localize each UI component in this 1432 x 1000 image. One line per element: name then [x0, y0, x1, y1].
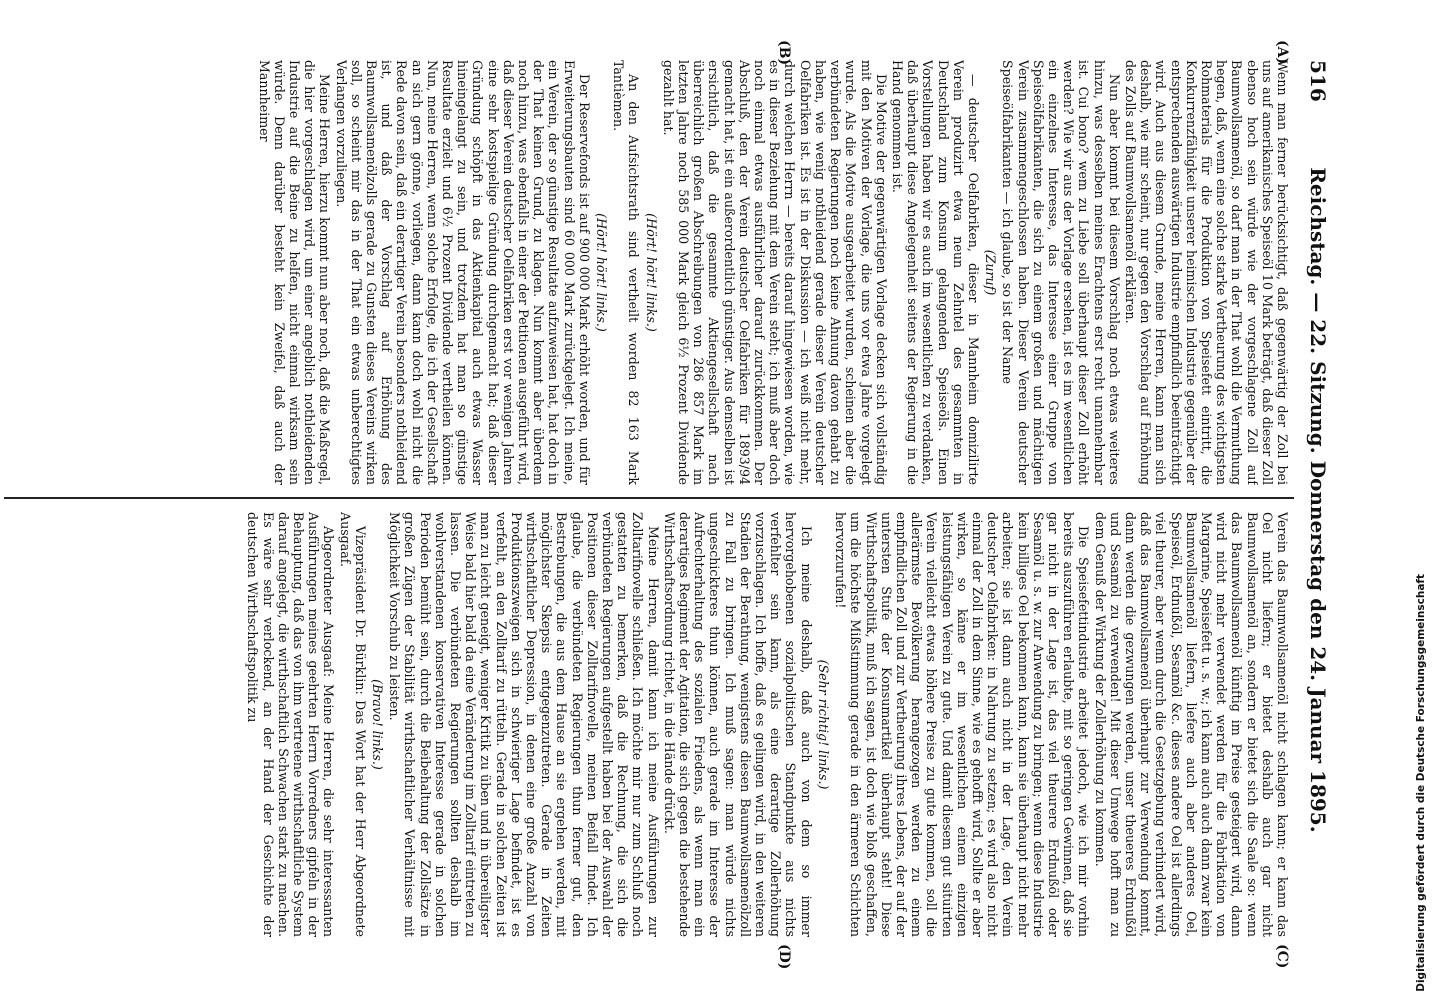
interjection: (Hört! hört! links.) [643, 213, 659, 332]
left-column [5, 60, 1290, 485]
speaker-paragraph: Vizepräsident Dr. Bürklin: Das Wort hat der Herr Abgeordnete Ausgaaf. [337, 512, 368, 937]
margin-marker-b: (B) [776, 40, 792, 66]
interjection: (Zuruf) [983, 249, 999, 296]
margin-marker-c: (C) [1274, 944, 1290, 969]
margin-marker-d: (D) [776, 944, 792, 970]
paragraph: Nun aber kommt bei diesem Vorschlag noch etwas weiteres hinzu, was desselben meines Erachtens erst recht unannehmbar ist. Cui bono? wem zu Liebe soll überhaupt dieser Zoll erhöht werden? Wie wir aus der Vorlage ersehen, ist es im wesentlichen ein einzelnes Interesse, das Interesse einer Gruppe von Speiseölfabrikanten, die sich zu einem großen und mächtigen Verein zusammengeschlossen haben. Dieser Verein deutscher Speiseölfabrikanten — ich glaube, so ist der Name [1000, 60, 1122, 485]
interjection: (Sehr richtig! links.) [815, 659, 831, 790]
column-divider [4, 497, 1294, 499]
credit-sidebar [1412, 0, 1432, 1000]
speaker-paragraph: Abgeordneter Ausgaaf: Meine Herren, die sehr interessanten Ausführungen meines geehrten Herrn Vorredners gipfeln in der Behauptung, daß das von ihm vertretene wirthschaftliche System darauf angelegt, die wirthschaftlich Schwachen stark zu machen. Es wäre sehr verlockend, an der Hand der Geschichte der deutschen Wirthschaftspolitik zu [245, 512, 337, 937]
paragraph: — deutscher Oelfabriken, dieser in Mannheim domizilirte Verein produzirt etwa neun Zehntel des gesammten in Deutschland zum Konsum gelangenden Speiseöls. Einen Vorstellungen haben wir es auch im wesentlichen zu verdanken, daß überhaupt diese Angelegenheit seitens der Regierung in die Hand genommen ist. [889, 60, 981, 485]
interjection: (Bravo! links.) [370, 679, 386, 770]
paragraph: Wenn man ferner berücksichtigt, daß gegenwärtig der Zoll bei uns auf amerikanisches Speiseöl 10 Mark beträgt, daß dieser Zoll ebenso hoch sein würde wie der vorgeschlagene Zoll auf Baumwollsamenöl, so darf man in der That wohl die Vermuthung hegen, daß, wenn eine solche starke Vertheurung des wichtigsten Rohmaterials für die Produktion von Speisefett eintritt, die Konkurrenzfähigkeit unserer heimischen Industrie gegenüber der entsprechenden auswärtigen Industrie empfindlich beeinträchtigt wird. Auch aus diesem Grunde, meine Herren, kann man sich deshalb, wie mir scheint, nur gegen den Vorschlag auf Erhöhung des Zolls auf Baumwollsamenöl erklären. [1122, 60, 1290, 485]
paragraph: Ich meine deshalb, daß auch von dem so immer hervorgehobenen sozialpolitischen Standpunkte aus nichts verfehlter sein kann, als eine derartige Zollerhöhung vorzuschlagen. Ich hoffe, daß es gelingen wird, in den weiteren Stadien der Berathung, wenigstens diesen Baumwollsamenölzoll zu Fall zu bringen. Ich muß sagen: man würde nichts ungeschickteres thun können, auch gerade im Interesse der Aufrechterhaltung des sozialen Friedens, als wenn man ein derartiges Regiment der Agitation, die sich gegen die bestehende Wirthschaftsordnung richtet, in die Hände drückt. [661, 512, 814, 937]
credit-text: Digitalisierung gefördert durch die Deutsche Forschungsgemeinschaft [1415, 574, 1427, 992]
page-title: Reichstag. — 22. Sitzung. Donnerstag den 24. Januar 1895. [1306, 167, 1330, 833]
paragraph: Die Motive der gegenwärtigen Vorlage decken sich vollständig mit den Motiven der Vorlage, die uns vor etwa Jahre vorgelegt wurde. Als die Motive ausgearbeitet wurden, scheinen aber die verbündeten Regierungen noch keine Ahnung davon gehabt zu haben, wie wenig nothleidend gerade dieser Verein deutscher Oelfabriken ist. Es ist in der Diskussion — ich weiß nicht mehr, durch welchen Herrn — bereits darauf hingewiesen worden, wie es in dieser Beziehung mit dem Verein steht; ich muß aber doch noch einmal etwas ausführlicher darauf zurückkommen. Der Abschluß, den der Verein deutscher Oelfabriken für 1893/94 gemacht hat, ist ein außerordentlich günstiger. Aus demselben ist ersichtlich, daß die gesammte Aktiengesellschaft nach überreichlich großen Abschreibungen von 286 857 Mark im letzten Jahre noch 585 000 Mark gleich 6½ Prozent Dividende gezahlt hat. [660, 60, 889, 485]
paragraph: Meine Herren, damit kann ich meine Ausführungen zur Zolltarifnovelle schließen. Ich möchte mir nur zum Schluß noch gestatten zu bemerken, daß die Rechnung, die sich die verbündeten Regierungen aufgestellt haben bei der Auswahl der Positionen dieser Zolltarifnovelle, meinen Beifall findet. Ich glaube, die verbündeten Regierungen thun ferner gut, den Bestrebungen, die aus dem Hause an sie ergehen werden, mit möglichster Skepsis entgegenzutreten. Gerade in Zeiten wirthschaftlicher Depression, in denen eine große Anzahl von Produktionszweigen sich in schwieriger Lage befindet, ist es verfehlt, an den Zolltarif zu rütteln. Gerade in solchen Zeiten ist man zu leicht geneigt, weniger Kritik zu üben und in übereiligster Weise bald hier bald da eine Veränderung im Zolltarif eintreten zu lassen. Die verbündeten Regierungen sollten deshalb im wohlverstandenen konservativen Interesse gerade in solchen Perioden bemüht sein, durch die Beibehaltung der Zollsätze in großen Zügen der Stabilität wirthschaftlicher Verhältnisse mit Möglichkeit Vorschub zu leisten. [387, 512, 661, 937]
paragraph: An den Aufsichtsrath sind vertheilt worden 82 163 Mark Tantièmen. [611, 60, 642, 485]
paragraph: Die Speisefettindustrie arbeitet jedoch, wie ich mir vorhin bereits auszuführen erlaubte, mit so geringen Gewinnen, daß sie gar nicht in der Lage ist, das viel theurere Erdnußöl oder Sesamöl u. s. w. zur Anwendung zu bringen; wenn diese Industrie kein billiges Oel bekommen kann, kann sie überhaupt nicht mehr arbeiten; sie ist dann auch nicht in der Lage, den Verein deutscher Oelfabriken: in Nahrung zu setzen; es wird also nicht einmal der Zoll in dem Sinne, wie es gehofft wird, Sollte er aber wirken, so käme er im wesentlichen einem einzigen leistungsfähigen Verein zu gute. Und damit diesem gut situirten Verein vielleicht etwas höhere Preise zu gute kommen, soll die allerärmste Bevölkerung herangezogen werden zu einem empfindlichen Zoll und zur Vertheurung ihres Lebens, der auf der untersten Stufe der Konsumartikel überhaupt steht! Diese Wirthschaftspolitik, muß ich sagen, ist doch wie bloß geschaffen, um die höchste Mißstimmung gerade in den ärmeren Schichten hervorzurufen! [833, 512, 1092, 937]
page-number: 516 [1306, 60, 1330, 102]
margin-marker-a: (A) [1274, 40, 1290, 65]
interjection: (Hört! hört! links.) [594, 213, 610, 332]
paragraph: Verein das Baumwollsamenöl nicht schlagen kann; er kann das Oel nicht liefern; er bietet deshalb auch gar nicht Baumwollsamenöl an, sondern er bietet sich die Saale so: wenn das Baumwollsamenöl künftig im Preise gesteigert wird, dann wird nicht mehr verwendet werden für die Fabrikation von Margarine, Speisefett u. s. w.; ich kann auch auch dann zwar kein Baumwollsamenöl liefern, liefere auch aber anderes Oel, Speiseöl, Erdnußöl, Sesamöl &c. dieses andere Oel ist allerdings viel theurer, aber wenn durch die Gesetzgebung verhindert wird, daß das Baumwollsamenöl überhaupt zur Verwendung kommt, dann werden die gezwungen werden, unser theueres Erdnußöl und Sesamöl zu verwenden! Mit dieser Umwege hofft man zu dem Genuß der Wirkung der Zollerhöhung zu kommen. [1092, 512, 1290, 937]
paragraph: Der Reservefonds ist auf 900 000 Mark erhöht worden, und für Erweiterungsbauten sind 60 000 Mark zurückgelegt. Ich meine, ein Verein, der so günstige Resultate aufzuweisen hat, hat doch in der That keinen Grund, zu klagen. Nun kommt aber überdem noch hinzu, was ebenfalls in einer der Petitionen ausgeführt wird, daß dieser Verein deutscher Oelfabriken erst vor wenigen Jahren eine sehr kostspielige Gründung durchgemacht hat; daß dieser Gründung schöpft in das Aktienkapital auch etwas Wasser hineingelangt zu sein, und trotzdem hat man so günstige Resultate erzielt und 6½ Prozent Dividende vertheilen können. Nun, meine Herren, wenn solche Erfolge, die ich der Gesellschaft an sich gern gönne, vorliegen, dann kann doch wohl nicht die Rede davon sein, daß ein derartiger Verein besonders nothleidend ist, und daß der Vorschlag auf Erhöhung des Baumwollsamenölzolls gerade zu Gunsten dieses Vereins wirken soll, so scheint mir das in der That ein etwas unberechtigtes Verlangen vorzuliegen. [333, 60, 592, 485]
paragraph: Meine Herren, hierzu kommt nun aber noch, daß die Maßregel, die hier vorgeschlagen wird, um einer angeblich nothleidenden Industrie auf die Beine zu helfen, nicht einmal wirksam sein würde. Denn darüber besteht kein Zweifel, daß auch der Mannheimer [256, 60, 333, 485]
page-header [1294, 60, 1330, 940]
right-column [5, 512, 1290, 937]
